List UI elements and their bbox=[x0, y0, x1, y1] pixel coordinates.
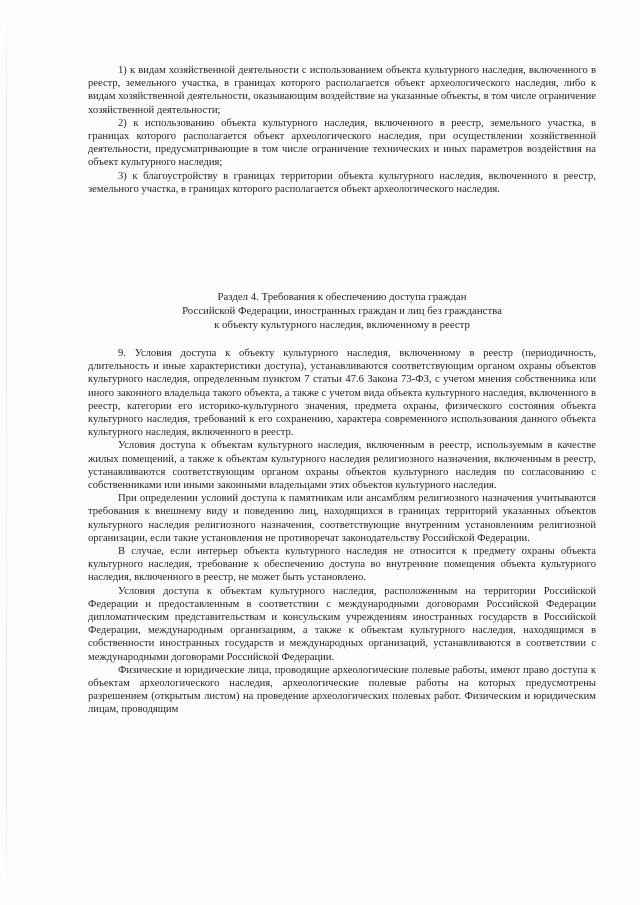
list-item: 1) к видам хозяйственной деятельности с использованием объекта культурного наследия, включенного в реестр, земельного участка, в границах которого располагается объект археологического наследия, либо к видам хозяйственной деятельности, оказывающим воздействие на указанные объекты, в том числе ограничение хозяйственной деятельности; bbox=[88, 65, 596, 116]
paragraph: 9. Условия доступа к объекту культурного наследия, включенному в реестр (периодичность, длительность и иные характеристики доступа), устанавливаются соответствующим органом охраны объектов культурного наследия, определенным пунктом 7 статьи 47.6 Закона 73-ФЗ, с учетом мнения собственника или иного законного владельца такого объекта, а также с учетом вида объекта культурного наследия, включенного в реестр, категории его историко-культурного значения, предмета охраны, физического состояния объекта культурного наследия, требований к его сохранению, характера современного использования данного объекта культурного наследия, включенного в реестр. bbox=[88, 348, 596, 439]
section-heading-line: к объекту культурного наследия, включенному в реестр bbox=[214, 319, 470, 331]
section-heading bbox=[88, 290, 596, 332]
section-heading-line: Российской Федерации, иностранных граждан и лиц без гражданства bbox=[182, 305, 502, 317]
section-heading-line: Раздел 4. Требования к обеспечению доступа граждан bbox=[217, 291, 467, 303]
section-body bbox=[88, 347, 596, 717]
paragraph: При определении условий доступа к памятникам или ансамблям религиозного назначения учитываются требования к внешнему виду и поведению лиц, находящихся в границах территорий указанных объектов культурного наследия религиозного назначения, соответствующие внутренним установлениям религиозной организации, если такие установления не противоречат законодательству Российской Федерации. bbox=[88, 493, 596, 544]
paragraph: Условия доступа к объектам культурного наследия, включенным в реестр, используемым в качестве жилых помещений, а также к объектам культурного наследия религиозного назначения, включенным в реестр, устанавливаются соответствующим органом охраны объектов культурного наследия по согласованию с собственниками или иными законными владельцами этих объектов культурного наследия. bbox=[88, 440, 596, 492]
requirements-list bbox=[88, 64, 596, 196]
list-item: 2) к использованию объекта культурного наследия, включенного в реестр, земельного участка, в границах которого располагается объект археологического наследия, при осуществлении хозяйственной деятельности, предусматривающие в том числе ограничение технических и иных параметров воздействия на объект культурного наследия; bbox=[88, 117, 596, 169]
paragraph: Условия доступа к объектам культурного наследия, расположенным на территории Российской Федерации и предоставленным в соответствии с международными договорами Российской Федерации дипломатическим представительствам и консульским учреждениям иностранных государств в Российской Федерации, международным организациям, а также к объектам культурного наследия, находящимся в собственности иностранных государств и международных организаций, устанавливаются в соответствии с международными договорами Российской Федерации. bbox=[88, 585, 596, 663]
list-item: 3) к благоустройству в границах территории объекта культурного наследия, включенного в реестр, земельного участка, в границах которого располагается объект археологического наследия. bbox=[88, 170, 596, 195]
paragraph: В случае, если интерьер объекта культурного наследия не относится к предмету охраны объекта культурного наследия, требование к обеспечению доступа во внутренние помещения объекта культурного наследия, включенного в реестр, не может быть установлено. bbox=[88, 546, 596, 584]
paragraph: Физические и юридические лица, проводящие археологические полевые работы, имеют право доступа к объектам археологического наследия, археологические полевые работы на которых предусмотрены разрешением (открытым листом) на проведение археологических полевых работ. Физическим и юридическим лицам, проводящим bbox=[88, 664, 596, 716]
scan-edge-mark bbox=[6, 0, 7, 905]
